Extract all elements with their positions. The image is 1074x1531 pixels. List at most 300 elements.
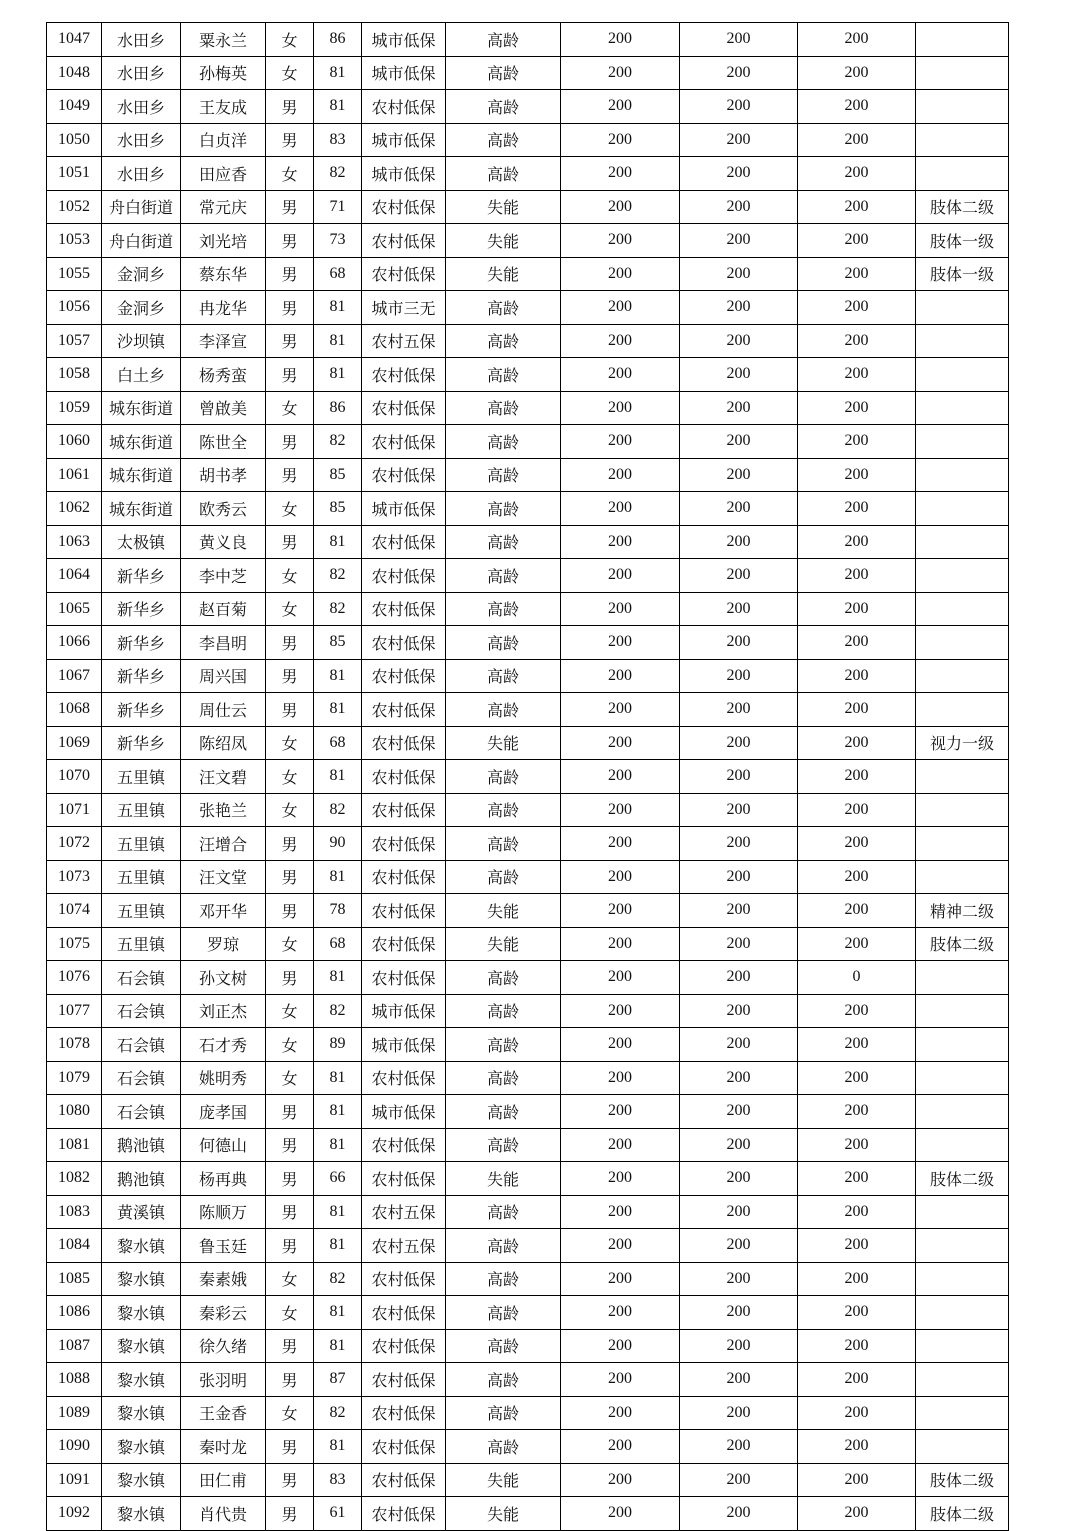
person-name-cell: 李昌明	[181, 626, 266, 660]
amount-1-cell: 200	[561, 291, 680, 325]
amount-3-cell: 200	[798, 1296, 916, 1330]
table-row	[47, 927, 1009, 961]
gender-cell: 男	[266, 425, 314, 459]
gender-cell: 女	[266, 1262, 314, 1296]
amount-2-cell: 200	[680, 760, 798, 794]
township-cell: 舟白街道	[102, 190, 181, 224]
assistance-type-cell: 城市低保	[362, 994, 446, 1028]
amount-1-cell: 200	[561, 961, 680, 995]
township-cell: 黎水镇	[102, 1396, 181, 1430]
subsidy-category-cell: 高龄	[446, 525, 561, 559]
row-index-cell: 1062	[47, 492, 102, 526]
disability-level-cell	[916, 458, 1009, 492]
age-cell: 89	[314, 1028, 362, 1062]
subsidy-category-cell: 高龄	[446, 994, 561, 1028]
amount-3-cell: 200	[798, 860, 916, 894]
table-row	[47, 1497, 1009, 1531]
age-cell: 82	[314, 592, 362, 626]
row-index-cell: 1069	[47, 726, 102, 760]
person-name-cell: 陈顺万	[181, 1195, 266, 1229]
township-cell: 五里镇	[102, 860, 181, 894]
assistance-type-cell: 农村低保	[362, 425, 446, 459]
gender-cell: 男	[266, 90, 314, 124]
assistance-type-cell: 农村低保	[362, 927, 446, 961]
subsidy-category-cell: 高龄	[446, 291, 561, 325]
amount-3-cell: 200	[798, 391, 916, 425]
table-row	[47, 860, 1009, 894]
township-cell: 鹅池镇	[102, 1128, 181, 1162]
amount-1-cell: 200	[561, 190, 680, 224]
amount-1-cell: 200	[561, 827, 680, 861]
disability-level-cell	[916, 626, 1009, 660]
amount-2-cell: 200	[680, 1329, 798, 1363]
age-cell: 82	[314, 559, 362, 593]
row-index-cell: 1048	[47, 56, 102, 90]
amount-2-cell: 200	[680, 559, 798, 593]
table-row	[47, 1162, 1009, 1196]
gender-cell: 男	[266, 123, 314, 157]
disability-level-cell	[916, 291, 1009, 325]
amount-1-cell: 200	[561, 1095, 680, 1129]
row-index-cell: 1091	[47, 1463, 102, 1497]
amount-3-cell: 200	[798, 1095, 916, 1129]
gender-cell: 男	[266, 626, 314, 660]
amount-3-cell: 200	[798, 1028, 916, 1062]
amount-2-cell: 200	[680, 224, 798, 258]
age-cell: 71	[314, 190, 362, 224]
subsidy-category-cell: 高龄	[446, 793, 561, 827]
amount-3-cell: 200	[798, 559, 916, 593]
amount-2-cell: 200	[680, 961, 798, 995]
person-name-cell: 孙文树	[181, 961, 266, 995]
township-cell: 五里镇	[102, 827, 181, 861]
subsidy-category-cell: 高龄	[446, 1061, 561, 1095]
assistance-type-cell: 农村低保	[362, 793, 446, 827]
amount-2-cell: 200	[680, 257, 798, 291]
subsidy-category-cell: 高龄	[446, 1363, 561, 1397]
gender-cell: 男	[266, 827, 314, 861]
gender-cell: 男	[266, 291, 314, 325]
table-row	[47, 425, 1009, 459]
amount-3-cell: 200	[798, 123, 916, 157]
table-row	[47, 157, 1009, 191]
table-row	[47, 1262, 1009, 1296]
disability-level-cell: 精神二级	[916, 894, 1009, 928]
amount-1-cell: 200	[561, 525, 680, 559]
township-cell: 石会镇	[102, 1061, 181, 1095]
age-cell: 81	[314, 1296, 362, 1330]
table-row	[47, 190, 1009, 224]
amount-3-cell: 200	[798, 291, 916, 325]
amount-1-cell: 200	[561, 324, 680, 358]
assistance-type-cell: 城市低保	[362, 492, 446, 526]
table-row	[47, 894, 1009, 928]
assistance-type-cell: 农村低保	[362, 626, 446, 660]
assistance-type-cell: 农村低保	[362, 1329, 446, 1363]
amount-2-cell: 200	[680, 659, 798, 693]
township-cell: 新华乡	[102, 626, 181, 660]
township-cell: 黎水镇	[102, 1463, 181, 1497]
person-name-cell: 鲁玉廷	[181, 1229, 266, 1263]
row-index-cell: 1083	[47, 1195, 102, 1229]
row-index-cell: 1084	[47, 1229, 102, 1263]
amount-2-cell: 200	[680, 927, 798, 961]
amount-3-cell: 200	[798, 1195, 916, 1229]
age-cell: 81	[314, 1128, 362, 1162]
gender-cell: 男	[266, 190, 314, 224]
age-cell: 81	[314, 961, 362, 995]
disability-level-cell: 肢体一级	[916, 224, 1009, 258]
person-name-cell: 黄义良	[181, 525, 266, 559]
amount-3-cell: 200	[798, 1128, 916, 1162]
gender-cell: 女	[266, 157, 314, 191]
amount-1-cell: 200	[561, 90, 680, 124]
age-cell: 81	[314, 860, 362, 894]
gender-cell: 男	[266, 1095, 314, 1129]
table-row	[47, 1396, 1009, 1430]
amount-3-cell: 200	[798, 760, 916, 794]
assistance-type-cell: 农村低保	[362, 190, 446, 224]
row-index-cell: 1089	[47, 1396, 102, 1430]
amount-2-cell: 200	[680, 1430, 798, 1464]
disability-level-cell	[916, 1296, 1009, 1330]
row-index-cell: 1075	[47, 927, 102, 961]
amount-2-cell: 200	[680, 1296, 798, 1330]
amount-1-cell: 200	[561, 492, 680, 526]
age-cell: 82	[314, 1396, 362, 1430]
row-index-cell: 1071	[47, 793, 102, 827]
table-row	[47, 458, 1009, 492]
township-cell: 水田乡	[102, 157, 181, 191]
row-index-cell: 1053	[47, 224, 102, 258]
township-cell: 水田乡	[102, 123, 181, 157]
township-cell: 新华乡	[102, 726, 181, 760]
subsidy-category-cell: 失能	[446, 726, 561, 760]
township-cell: 城东街道	[102, 425, 181, 459]
gender-cell: 男	[266, 894, 314, 928]
assistance-type-cell: 农村低保	[362, 827, 446, 861]
assistance-type-cell: 农村低保	[362, 1162, 446, 1196]
table-row	[47, 961, 1009, 995]
row-index-cell: 1070	[47, 760, 102, 794]
age-cell: 68	[314, 927, 362, 961]
township-cell: 沙坝镇	[102, 324, 181, 358]
table-row	[47, 827, 1009, 861]
person-name-cell: 常元庆	[181, 190, 266, 224]
row-index-cell: 1065	[47, 592, 102, 626]
amount-2-cell: 200	[680, 726, 798, 760]
amount-1-cell: 200	[561, 1128, 680, 1162]
subsidy-category-cell: 高龄	[446, 1128, 561, 1162]
disability-level-cell: 肢体二级	[916, 1463, 1009, 1497]
township-cell: 新华乡	[102, 559, 181, 593]
age-cell: 81	[314, 1061, 362, 1095]
table-row	[47, 1229, 1009, 1263]
amount-3-cell: 200	[798, 1229, 916, 1263]
age-cell: 81	[314, 358, 362, 392]
subsidy-category-cell: 高龄	[446, 492, 561, 526]
assistance-type-cell: 农村低保	[362, 961, 446, 995]
amount-1-cell: 200	[561, 257, 680, 291]
gender-cell: 男	[266, 1363, 314, 1397]
age-cell: 90	[314, 827, 362, 861]
amount-3-cell: 200	[798, 492, 916, 526]
assistance-type-cell: 农村低保	[362, 693, 446, 727]
amount-1-cell: 200	[561, 559, 680, 593]
disability-level-cell	[916, 1128, 1009, 1162]
disability-level-cell: 视力一级	[916, 726, 1009, 760]
amount-2-cell: 200	[680, 827, 798, 861]
amount-1-cell: 200	[561, 1262, 680, 1296]
subsidy-category-cell: 失能	[446, 1497, 561, 1531]
amount-3-cell: 200	[798, 994, 916, 1028]
amount-2-cell: 200	[680, 693, 798, 727]
person-name-cell: 杨秀蛮	[181, 358, 266, 392]
gender-cell: 男	[266, 1430, 314, 1464]
subsidy-category-cell: 高龄	[446, 391, 561, 425]
person-name-cell: 欧秀云	[181, 492, 266, 526]
amount-1-cell: 200	[561, 1195, 680, 1229]
person-name-cell: 秦素娥	[181, 1262, 266, 1296]
person-name-cell: 姚明秀	[181, 1061, 266, 1095]
table-row	[47, 994, 1009, 1028]
row-index-cell: 1047	[47, 23, 102, 57]
table-row	[47, 56, 1009, 90]
person-name-cell: 王金香	[181, 1396, 266, 1430]
person-name-cell: 张艳兰	[181, 793, 266, 827]
table-body	[47, 23, 1009, 1531]
person-name-cell: 王友成	[181, 90, 266, 124]
amount-2-cell: 200	[680, 1095, 798, 1129]
table-row	[47, 1296, 1009, 1330]
assistance-type-cell: 城市低保	[362, 1095, 446, 1129]
amount-2-cell: 200	[680, 56, 798, 90]
subsidy-category-cell: 高龄	[446, 827, 561, 861]
disability-level-cell	[916, 760, 1009, 794]
age-cell: 82	[314, 425, 362, 459]
amount-3-cell: 200	[798, 827, 916, 861]
assistance-type-cell: 城市低保	[362, 56, 446, 90]
disability-level-cell: 肢体二级	[916, 927, 1009, 961]
amount-1-cell: 200	[561, 860, 680, 894]
amount-3-cell: 200	[798, 224, 916, 258]
amount-1-cell: 200	[561, 1396, 680, 1430]
table-row	[47, 23, 1009, 57]
assistance-type-cell: 农村低保	[362, 224, 446, 258]
subsidy-category-cell: 失能	[446, 894, 561, 928]
age-cell: 85	[314, 626, 362, 660]
subsidy-category-cell: 高龄	[446, 659, 561, 693]
disability-level-cell	[916, 559, 1009, 593]
township-cell: 石会镇	[102, 1028, 181, 1062]
gender-cell: 男	[266, 1329, 314, 1363]
disability-level-cell	[916, 1430, 1009, 1464]
subsidy-table	[46, 22, 1009, 1531]
amount-3-cell: 200	[798, 56, 916, 90]
township-cell: 水田乡	[102, 56, 181, 90]
gender-cell: 女	[266, 391, 314, 425]
amount-2-cell: 200	[680, 23, 798, 57]
disability-level-cell	[916, 1028, 1009, 1062]
disability-level-cell	[916, 1229, 1009, 1263]
township-cell: 新华乡	[102, 693, 181, 727]
amount-1-cell: 200	[561, 1497, 680, 1531]
row-index-cell: 1072	[47, 827, 102, 861]
assistance-type-cell: 农村低保	[362, 358, 446, 392]
amount-2-cell: 200	[680, 157, 798, 191]
disability-level-cell	[916, 592, 1009, 626]
township-cell: 黎水镇	[102, 1430, 181, 1464]
subsidy-category-cell: 高龄	[446, 626, 561, 660]
disability-level-cell: 肢体二级	[916, 1497, 1009, 1531]
person-name-cell: 周仕云	[181, 693, 266, 727]
table-row	[47, 525, 1009, 559]
assistance-type-cell: 农村低保	[362, 659, 446, 693]
gender-cell: 男	[266, 860, 314, 894]
disability-level-cell	[916, 1396, 1009, 1430]
assistance-type-cell: 农村低保	[362, 1497, 446, 1531]
person-name-cell: 徐久绪	[181, 1329, 266, 1363]
person-name-cell: 胡书孝	[181, 458, 266, 492]
amount-3-cell: 200	[798, 592, 916, 626]
disability-level-cell: 肢体一级	[916, 257, 1009, 291]
amount-1-cell: 200	[561, 994, 680, 1028]
assistance-type-cell: 农村低保	[362, 1296, 446, 1330]
assistance-type-cell: 城市三无	[362, 291, 446, 325]
amount-2-cell: 200	[680, 123, 798, 157]
amount-2-cell: 200	[680, 1363, 798, 1397]
disability-level-cell	[916, 860, 1009, 894]
disability-level-cell	[916, 492, 1009, 526]
age-cell: 61	[314, 1497, 362, 1531]
age-cell: 81	[314, 291, 362, 325]
amount-3-cell: 200	[798, 190, 916, 224]
person-name-cell: 李中芝	[181, 559, 266, 593]
row-index-cell: 1066	[47, 626, 102, 660]
amount-2-cell: 200	[680, 1396, 798, 1430]
amount-1-cell: 200	[561, 894, 680, 928]
age-cell: 66	[314, 1162, 362, 1196]
disability-level-cell	[916, 324, 1009, 358]
age-cell: 81	[314, 1229, 362, 1263]
table-row	[47, 1028, 1009, 1062]
amount-1-cell: 200	[561, 1162, 680, 1196]
amount-3-cell: 0	[798, 961, 916, 995]
person-name-cell: 陈世全	[181, 425, 266, 459]
age-cell: 85	[314, 458, 362, 492]
table-row	[47, 123, 1009, 157]
township-cell: 五里镇	[102, 927, 181, 961]
row-index-cell: 1056	[47, 291, 102, 325]
age-cell: 82	[314, 994, 362, 1028]
gender-cell: 男	[266, 257, 314, 291]
amount-1-cell: 200	[561, 626, 680, 660]
subsidy-category-cell: 高龄	[446, 324, 561, 358]
amount-3-cell: 200	[798, 257, 916, 291]
table-row	[47, 1195, 1009, 1229]
disability-level-cell	[916, 1262, 1009, 1296]
row-index-cell: 1060	[47, 425, 102, 459]
subsidy-category-cell: 高龄	[446, 961, 561, 995]
age-cell: 81	[314, 659, 362, 693]
row-index-cell: 1059	[47, 391, 102, 425]
person-name-cell: 冉龙华	[181, 291, 266, 325]
township-cell: 石会镇	[102, 1095, 181, 1129]
age-cell: 87	[314, 1363, 362, 1397]
amount-1-cell: 200	[561, 1061, 680, 1095]
assistance-type-cell: 农村低保	[362, 1262, 446, 1296]
amount-2-cell: 200	[680, 860, 798, 894]
gender-cell: 女	[266, 793, 314, 827]
disability-level-cell: 肢体二级	[916, 1162, 1009, 1196]
subsidy-category-cell: 高龄	[446, 358, 561, 392]
row-index-cell: 1088	[47, 1363, 102, 1397]
amount-3-cell: 200	[798, 1329, 916, 1363]
assistance-type-cell: 农村低保	[362, 1128, 446, 1162]
gender-cell: 男	[266, 1463, 314, 1497]
row-index-cell: 1079	[47, 1061, 102, 1095]
table-row	[47, 626, 1009, 660]
table-row	[47, 760, 1009, 794]
person-name-cell: 田仁甫	[181, 1463, 266, 1497]
amount-3-cell: 200	[798, 1396, 916, 1430]
person-name-cell: 孙梅英	[181, 56, 266, 90]
person-name-cell: 张羽明	[181, 1363, 266, 1397]
amount-2-cell: 200	[680, 1061, 798, 1095]
assistance-type-cell: 农村低保	[362, 525, 446, 559]
table-row	[47, 726, 1009, 760]
amount-1-cell: 200	[561, 793, 680, 827]
gender-cell: 女	[266, 1061, 314, 1095]
assistance-type-cell: 城市低保	[362, 157, 446, 191]
gender-cell: 女	[266, 592, 314, 626]
disability-level-cell	[916, 123, 1009, 157]
gender-cell: 男	[266, 659, 314, 693]
person-name-cell: 杨再典	[181, 1162, 266, 1196]
disability-level-cell	[916, 994, 1009, 1028]
age-cell: 73	[314, 224, 362, 258]
assistance-type-cell: 农村低保	[362, 860, 446, 894]
township-cell: 鹅池镇	[102, 1162, 181, 1196]
age-cell: 81	[314, 90, 362, 124]
amount-2-cell: 200	[680, 492, 798, 526]
subsidy-category-cell: 失能	[446, 190, 561, 224]
amount-2-cell: 200	[680, 994, 798, 1028]
table-row	[47, 592, 1009, 626]
amount-2-cell: 200	[680, 793, 798, 827]
subsidy-category-cell: 高龄	[446, 90, 561, 124]
township-cell: 城东街道	[102, 391, 181, 425]
township-cell: 水田乡	[102, 23, 181, 57]
gender-cell: 女	[266, 492, 314, 526]
subsidy-category-cell: 高龄	[446, 157, 561, 191]
person-name-cell: 秦彩云	[181, 1296, 266, 1330]
disability-level-cell: 肢体二级	[916, 190, 1009, 224]
amount-1-cell: 200	[561, 391, 680, 425]
table-row	[47, 1128, 1009, 1162]
amount-2-cell: 200	[680, 626, 798, 660]
person-name-cell: 罗琼	[181, 927, 266, 961]
assistance-type-cell: 城市低保	[362, 1028, 446, 1062]
gender-cell: 男	[266, 1229, 314, 1263]
subsidy-category-cell: 高龄	[446, 123, 561, 157]
person-name-cell: 汪文堂	[181, 860, 266, 894]
gender-cell: 男	[266, 525, 314, 559]
amount-2-cell: 200	[680, 592, 798, 626]
row-index-cell: 1082	[47, 1162, 102, 1196]
table-row	[47, 1430, 1009, 1464]
amount-3-cell: 200	[798, 726, 916, 760]
